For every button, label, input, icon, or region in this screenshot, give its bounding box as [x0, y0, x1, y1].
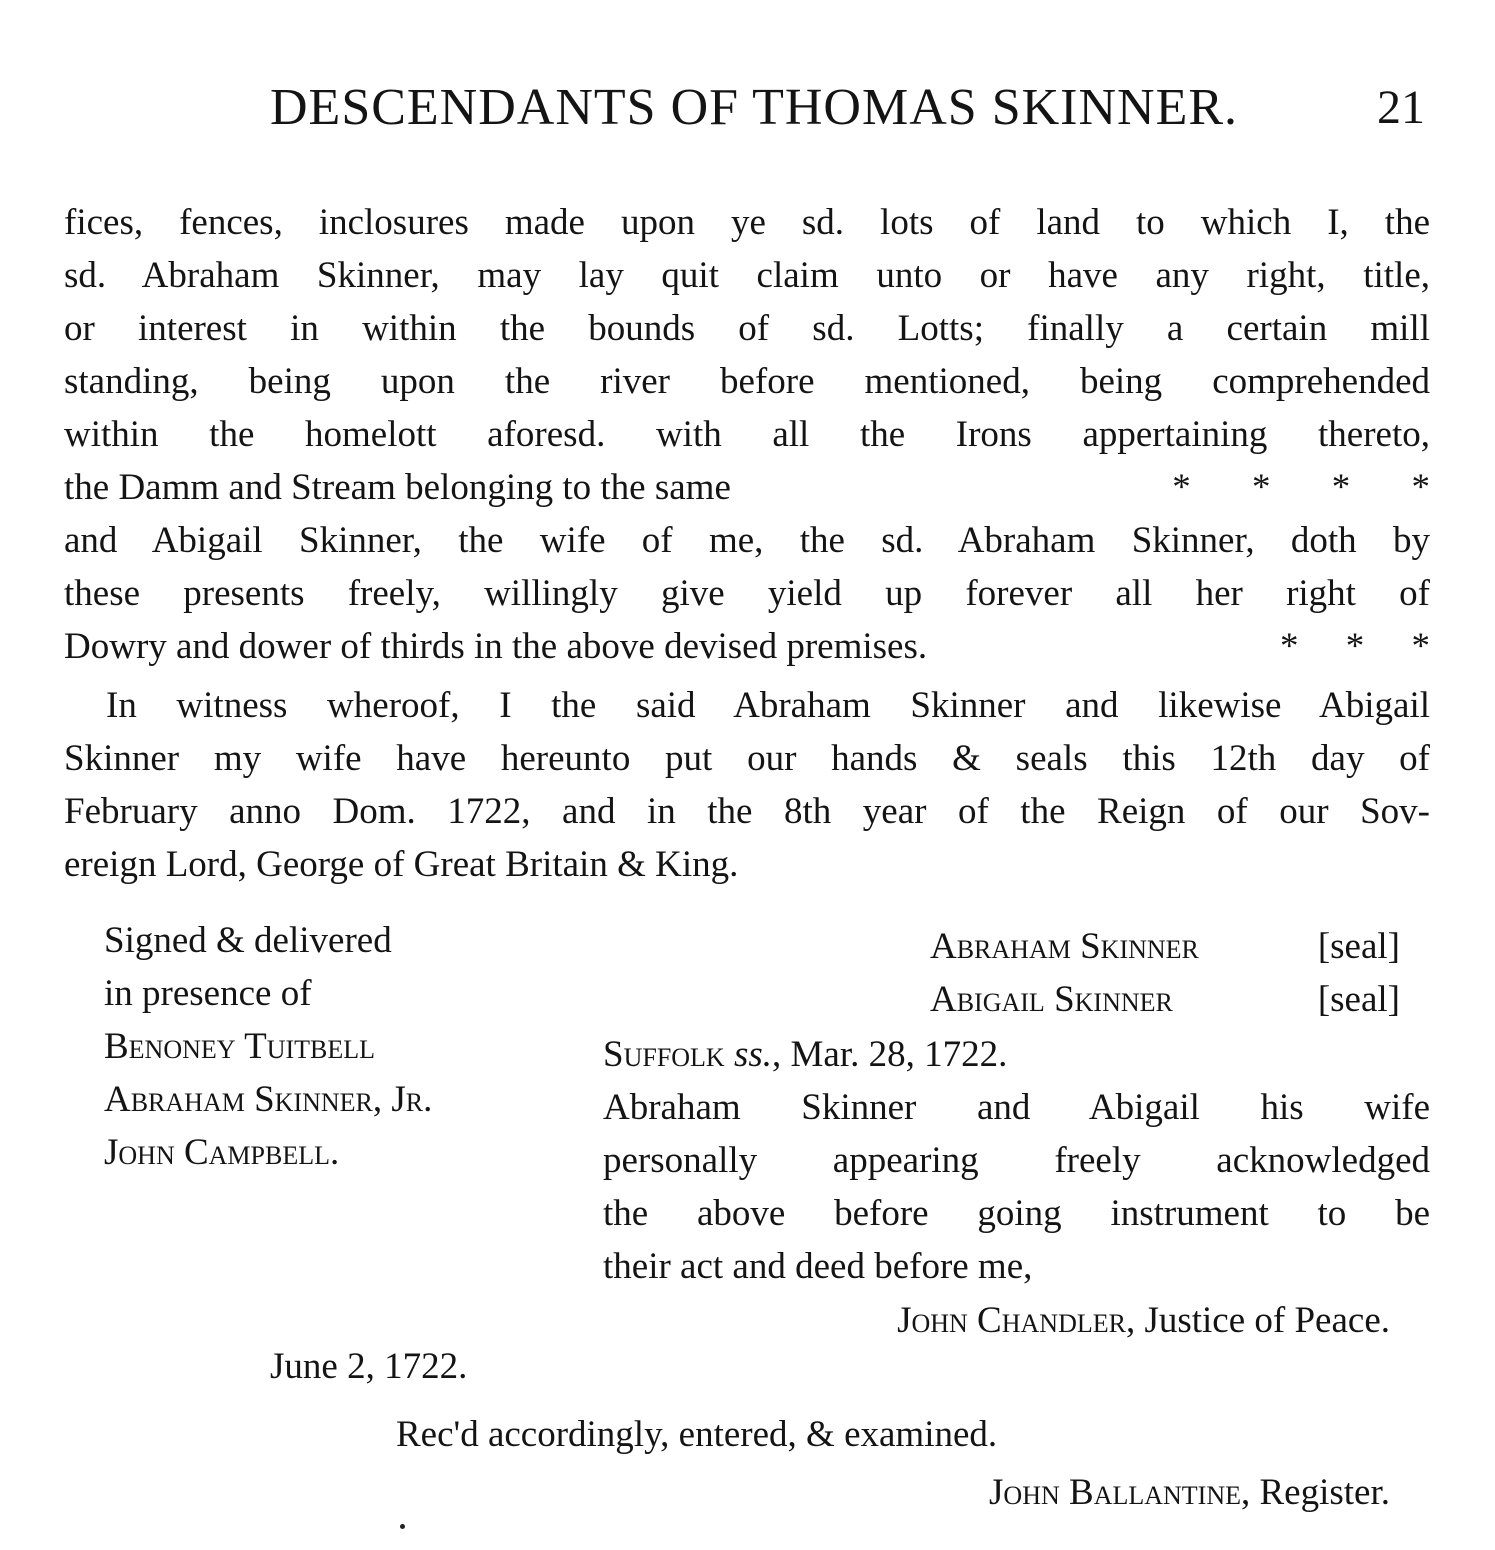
justice-signature	[897, 1294, 1390, 1347]
text-line: and Abigail Skinner, the wife of me, the sd. Abraham Skinner, doth by	[64, 520, 1430, 561]
acknowledgment-date: , Mar. 28, 1722.	[772, 1034, 1008, 1075]
seal-mark: [seal]	[1317, 979, 1400, 1020]
witness-block	[104, 914, 564, 1179]
seal-mark: [seal]	[1317, 926, 1400, 967]
signature-row	[930, 973, 1400, 1026]
deed-text	[64, 196, 1430, 891]
witness-intro: in presence of	[104, 973, 312, 1014]
text-line: In witness wheroof, I the said Abraham Skinner and likewise Abigail	[106, 685, 1430, 726]
text-line: February anno Dom. 1722, and in the 8th year of the Reign of our Sov-	[64, 791, 1430, 832]
signer-name: Abigail Skinner	[930, 979, 1173, 1020]
text-line: their act and deed before me,	[603, 1246, 1033, 1287]
ellipsis-stars: * * *	[1280, 626, 1430, 667]
witness-name: Abraham Skinner, Jr.	[104, 1079, 433, 1120]
stray-dot-mark	[400, 1524, 405, 1529]
text-line-part: the Damm and Stream belonging to the same	[64, 467, 731, 508]
witness-name: John Campbell.	[104, 1132, 340, 1173]
text-line: these presents freely, willingly give yield up forever all her right of	[64, 573, 1430, 614]
running-head	[0, 78, 1495, 138]
register-name: John Ballantine	[989, 1472, 1241, 1513]
page-number: 21	[1377, 81, 1425, 134]
witness-intro: Signed & delivered	[104, 920, 392, 961]
text-line: personally appearing freely acknowledged	[603, 1140, 1430, 1181]
acknowledgment-heading	[603, 1028, 1430, 1081]
text-line-with-ellipsis	[64, 620, 1430, 673]
recording-date: June 2, 1722.	[270, 1346, 468, 1387]
signature-block	[930, 920, 1400, 1026]
witness-name: Benoney Tuitbell	[104, 1026, 376, 1067]
county-name: Suffolk	[603, 1034, 725, 1075]
text-line: or interest in within the bounds of sd. Lotts; finally a certain mill	[64, 308, 1430, 349]
text-line: the above before going instrument to be	[603, 1193, 1430, 1234]
text-line-part: Dowry and dower of thirds in the above devised premises.	[64, 626, 928, 667]
register-title: , Register.	[1240, 1472, 1390, 1513]
text-line: fices, fences, inclosures made upon ye sd. lots of land to which I, the	[64, 202, 1430, 243]
signer-name: Abraham Skinner	[930, 926, 1199, 967]
text-line: Skinner my wife have hereunto put our hands & seals this 12th day of	[64, 738, 1430, 779]
signature-row	[930, 920, 1400, 973]
deed-paragraph	[64, 196, 1430, 673]
text-line-with-ellipsis	[64, 461, 1430, 514]
text-line: ereign Lord, George of Great Britain & King.	[64, 844, 739, 885]
ellipsis-stars: * * * *	[1172, 467, 1430, 508]
text-line: Abraham Skinner and Abigail his wife	[603, 1087, 1430, 1128]
text-line: within the homelott aforesd. with all the Irons appertaining thereto,	[64, 414, 1430, 455]
text-line: standing, being upon the river before mentioned, being comprehended	[64, 361, 1430, 402]
recording-statement: Rec'd accordingly, entered, & examined.	[396, 1414, 998, 1455]
running-title: DESCENDANTS OF THOMAS SKINNER.	[270, 79, 1239, 136]
ss-abbreviation: ss.	[733, 1034, 773, 1075]
justice-name: John Chandler	[897, 1300, 1126, 1341]
witness-paragraph	[64, 679, 1430, 891]
register-signature	[989, 1466, 1390, 1519]
justice-title: , Justice of Peace.	[1125, 1300, 1390, 1341]
text-line: sd. Abraham Skinner, may lay quit claim unto or have any right, title,	[64, 255, 1430, 296]
acknowledgment-block	[603, 1028, 1430, 1293]
